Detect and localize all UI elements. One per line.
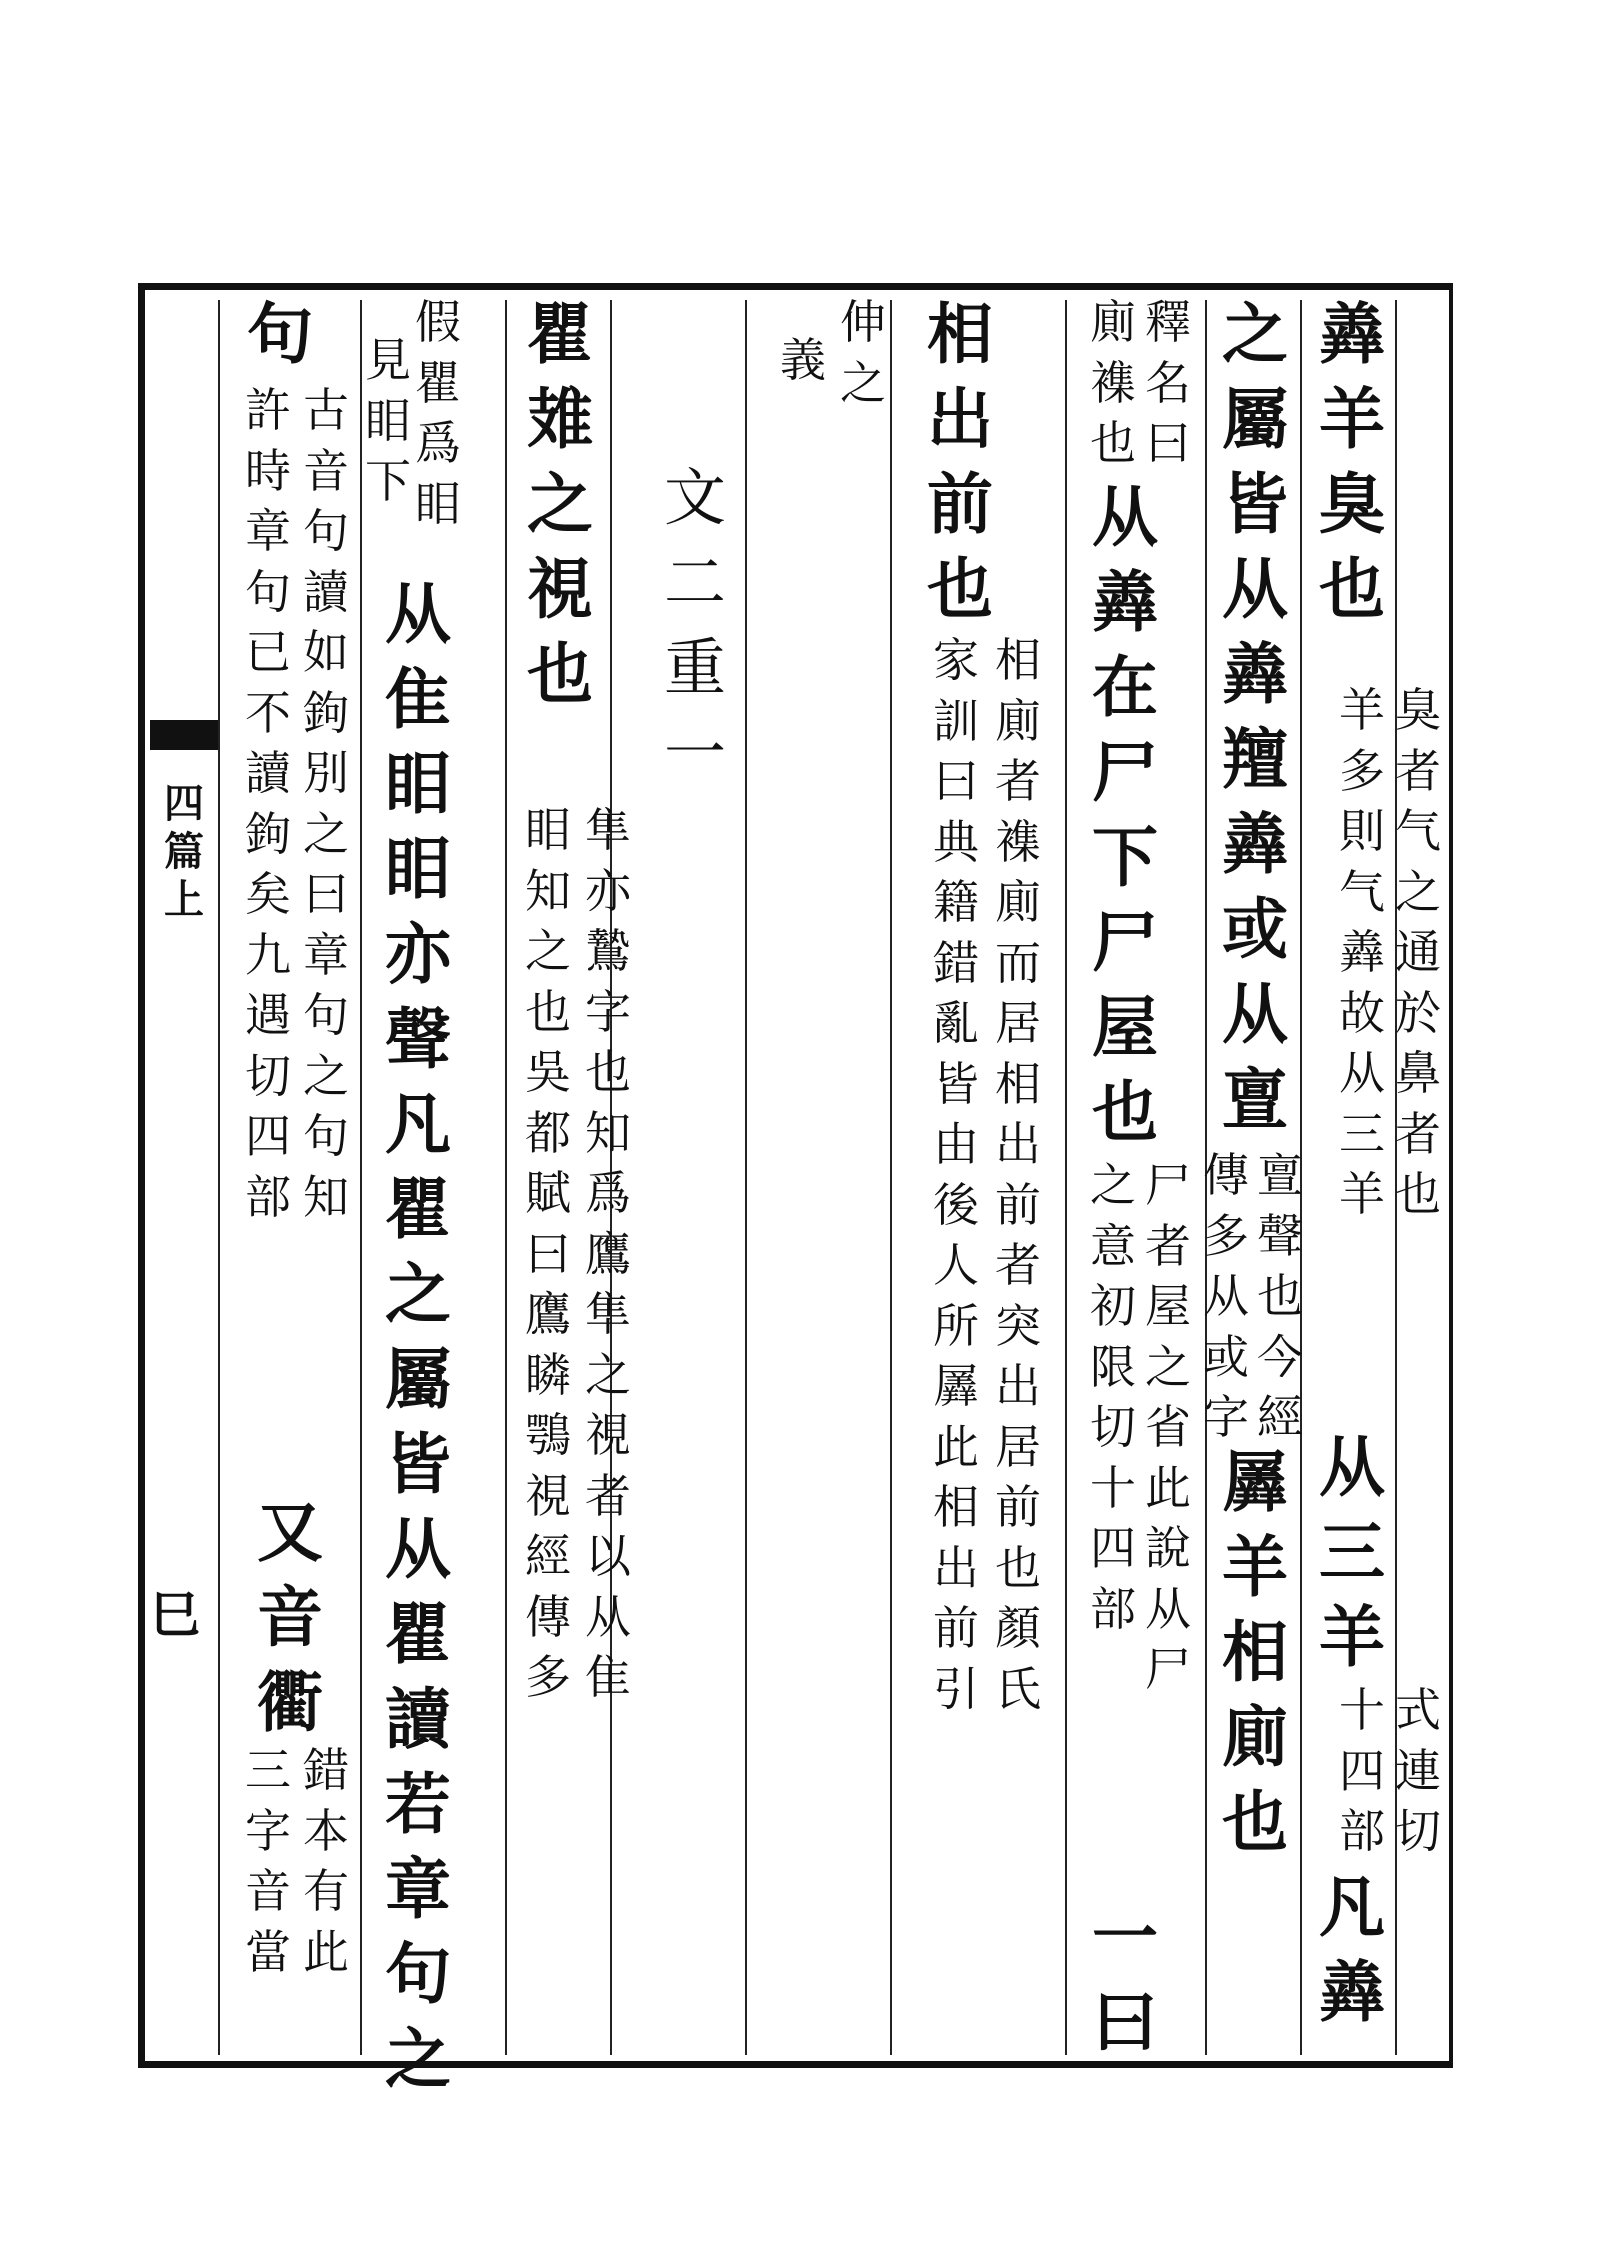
glyph: 曰 (933, 754, 979, 808)
glyph: 前 (995, 1480, 1041, 1534)
glyph: 之 (385, 2020, 451, 2098)
glyph: 瞿 (385, 1595, 451, 1673)
glyph: 章 (385, 1850, 451, 1928)
column-rule (218, 300, 220, 2055)
glyph: 已 (245, 625, 291, 679)
glyph: 由 (933, 1117, 979, 1171)
margin-label (158, 780, 210, 924)
glyph: 从 (1145, 1581, 1191, 1636)
glyph: 气 (1395, 804, 1441, 858)
glyph: 十 (1339, 1683, 1385, 1737)
glyph: 古 (303, 383, 349, 437)
text-column (1085, 1155, 1141, 1639)
text-column (1215, 1440, 1295, 1865)
glyph: 凡 (385, 1085, 451, 1163)
glyph: 也 (1090, 416, 1136, 470)
glyph: 从 (1339, 1046, 1385, 1100)
text-column (990, 630, 1046, 1719)
glyph: 尸 (1145, 1642, 1191, 1696)
glyph: 式 (1395, 1683, 1441, 1737)
glyph: 四 (164, 780, 204, 827)
glyph: 隼 (585, 803, 631, 857)
glyph: 此 (1145, 1460, 1191, 1515)
text-column (920, 292, 1000, 632)
glyph: 也 (1395, 1167, 1441, 1221)
glyph: 䀠 (385, 745, 451, 823)
glyph: 有 (303, 1864, 349, 1918)
glyph: 突 (995, 1298, 1041, 1353)
glyph: 一 (663, 716, 726, 789)
glyph: 曰 (1145, 416, 1191, 470)
column-rule (745, 300, 747, 2055)
glyph: 三 (245, 1743, 291, 1797)
glyph: 羊 (1319, 1598, 1385, 1676)
glyph: 廁 (1090, 295, 1136, 349)
glyph: 之 (525, 924, 571, 978)
glyph: 故 (1339, 985, 1385, 1040)
glyph: 羶 (1222, 720, 1288, 798)
glyph: 多 (1339, 743, 1385, 798)
glyph: 鷹 (525, 1287, 571, 1341)
glyph: 尸 (1092, 903, 1158, 981)
glyph: 鉤 (303, 685, 349, 740)
glyph: 也 (1222, 1783, 1288, 1861)
glyph: 限 (1090, 1339, 1136, 1394)
glyph: 之 (385, 1255, 451, 1333)
glyph: 家 (933, 633, 979, 687)
margin-block (150, 720, 218, 750)
text-column (1390, 1680, 1446, 1862)
glyph: 上 (164, 876, 204, 923)
glyph: 鷹 (585, 1226, 631, 1281)
glyph: 部 (1090, 1581, 1136, 1636)
glyph: 當 (245, 1924, 291, 1979)
glyph: 鷙 (585, 924, 631, 978)
glyph: 句 (303, 1109, 349, 1163)
text-column (1312, 1865, 1392, 2035)
text-column (240, 292, 320, 377)
glyph: 見 (365, 333, 411, 387)
glyph: 也 (527, 635, 593, 713)
text-column (520, 800, 576, 1708)
glyph: 䀠 (415, 476, 461, 531)
glyph: 者 (995, 754, 1041, 808)
text-column (1085, 475, 1165, 1155)
glyph: 字 (245, 1803, 291, 1858)
glyph: 亦 (385, 915, 451, 993)
glyph: 鼻 (1395, 1046, 1441, 1100)
glyph: 錯 (933, 935, 979, 990)
glyph: 臭 (1319, 465, 1385, 543)
glyph: 者 (995, 1238, 1041, 1292)
glyph: 襍 (1090, 355, 1136, 410)
glyph: 知 (303, 1169, 349, 1224)
glyph: 屬 (1222, 380, 1288, 458)
glyph: 傳 (1203, 1148, 1249, 1202)
glyph: 屋 (1145, 1279, 1191, 1333)
text-column (240, 380, 296, 1227)
text-column (410, 292, 466, 534)
glyph: 知 (585, 1105, 631, 1160)
glyph: 䀠 (385, 830, 451, 908)
glyph: 羊 (1339, 1167, 1385, 1221)
glyph: 句 (385, 1935, 451, 2013)
glyph: 出 (995, 1117, 1041, 1171)
glyph: 曰 (1092, 1983, 1158, 2061)
glyph: 前 (995, 1177, 1041, 1232)
glyph: 若 (385, 1765, 451, 1843)
glyph: 讀 (245, 746, 291, 800)
glyph: 出 (933, 1540, 979, 1595)
glyph: 亶 (1257, 1148, 1303, 1202)
glyph: 所 (933, 1298, 979, 1353)
glyph: 也 (1257, 1269, 1303, 1323)
glyph: 矣 (245, 867, 291, 921)
glyph: 顏 (995, 1601, 1041, 1655)
glyph: 又 (257, 1493, 323, 1571)
glyph: 氏 (995, 1661, 1041, 1716)
glyph: 从 (1222, 975, 1288, 1053)
glyph: 知 (525, 863, 571, 918)
glyph: 爲 (585, 1166, 631, 1220)
glyph: 之 (1145, 1339, 1191, 1394)
glyph: 相 (995, 1056, 1041, 1111)
glyph: 皆 (1222, 465, 1288, 543)
glyph: 凡 (1319, 1868, 1385, 1946)
glyph: 之 (1222, 295, 1288, 373)
glyph: 之 (1395, 864, 1441, 919)
glyph: 義 (780, 333, 826, 387)
glyph: 名 (1145, 355, 1191, 410)
glyph: 重 (663, 631, 726, 704)
glyph: 下 (365, 454, 411, 508)
text-column (360, 330, 416, 512)
text-column (1140, 1155, 1196, 1700)
glyph: 十 (1090, 1460, 1136, 1515)
glyph: 音 (257, 1578, 323, 1656)
glyph: 伸 (840, 295, 886, 349)
glyph: 引 (933, 1661, 979, 1716)
glyph: 者 (1145, 1218, 1191, 1273)
glyph: 人 (933, 1238, 979, 1292)
glyph: 訓 (933, 693, 979, 748)
glyph: 聲 (385, 1000, 451, 1078)
glyph: 衢 (257, 1663, 323, 1741)
glyph: 經 (1257, 1390, 1303, 1444)
text-column (1334, 680, 1390, 1225)
glyph: 而 (995, 935, 1041, 990)
glyph: 屋 (1092, 988, 1158, 1066)
glyph: 切 (1395, 1804, 1441, 1858)
text-column (1198, 1145, 1254, 1448)
glyph: 部 (245, 1169, 291, 1224)
glyph: 出 (995, 1359, 1041, 1413)
glyph: 羼 (1222, 1443, 1288, 1521)
glyph: 讀 (303, 564, 349, 619)
glyph: 傳 (525, 1589, 571, 1644)
glyph: 之 (1090, 1158, 1136, 1212)
glyph: 後 (933, 1177, 979, 1232)
glyph: 切 (245, 1048, 291, 1103)
glyph: 聲 (1257, 1208, 1303, 1263)
glyph: 切 (1090, 1400, 1136, 1454)
glyph: 句 (303, 504, 349, 558)
glyph: 之 (585, 1347, 631, 1402)
glyph: 爲 (415, 416, 461, 470)
text-column (378, 572, 458, 2102)
glyph: 或 (1222, 890, 1288, 968)
glyph: 羴 (1092, 563, 1158, 641)
glyph: 廁 (1222, 1698, 1288, 1776)
glyph: 居 (995, 1419, 1041, 1474)
glyph: 多 (525, 1650, 571, 1704)
glyph: 皆 (933, 1056, 979, 1111)
glyph: 襍 (995, 814, 1041, 869)
glyph: 吳 (525, 1045, 571, 1099)
glyph: 从 (385, 1510, 451, 1588)
glyph: 字 (585, 984, 631, 1039)
glyph: 四 (1339, 1743, 1385, 1798)
glyph: 四 (1090, 1521, 1136, 1575)
glyph: 羴 (1339, 925, 1385, 979)
glyph: 視 (585, 1408, 631, 1462)
glyph: 都 (525, 1105, 571, 1160)
text-column (298, 380, 354, 1227)
glyph: 於 (1395, 985, 1441, 1040)
column-rule (505, 300, 507, 2055)
glyph: 廁 (995, 875, 1041, 929)
glyph: 此 (303, 1924, 349, 1979)
glyph: 相 (933, 1480, 979, 1534)
glyph: 音 (245, 1864, 291, 1918)
glyph: 瞿 (415, 355, 461, 410)
glyph: 亶 (1222, 1060, 1288, 1138)
glyph: 尸 (1145, 1158, 1191, 1212)
glyph: 籍 (933, 875, 979, 929)
text-column (835, 292, 891, 413)
margin-mark: 巳 (150, 1585, 200, 1644)
glyph: 經 (525, 1529, 571, 1583)
glyph: 視 (525, 1468, 571, 1523)
glyph: 連 (1395, 1743, 1441, 1798)
glyph: 从 (1092, 478, 1158, 556)
glyph: 亂 (933, 996, 979, 1050)
glyph: 羴 (1222, 805, 1288, 883)
text-column (298, 1740, 354, 1982)
text-column (520, 292, 600, 717)
glyph: 遇 (245, 988, 291, 1042)
glyph: 文 (663, 461, 726, 534)
glyph: 瞿 (385, 1170, 451, 1248)
glyph: 相 (927, 295, 993, 373)
glyph: 臭 (1395, 683, 1441, 737)
glyph: 羴 (1319, 1953, 1385, 2031)
glyph: 羼 (933, 1359, 979, 1413)
column-rule (360, 300, 362, 2055)
text-column (1215, 292, 1295, 1142)
text-column (580, 800, 636, 1708)
glyph: 廁 (995, 693, 1041, 748)
glyph: 也 (585, 1045, 631, 1099)
glyph: 也 (1319, 550, 1385, 628)
glyph: 典 (933, 814, 979, 869)
glyph: 如 (303, 625, 349, 679)
glyph: 气 (1339, 864, 1385, 919)
glyph: 四 (245, 1109, 291, 1163)
glyph: 隹 (585, 1650, 631, 1704)
glyph: 之 (840, 355, 886, 410)
text-column (240, 1740, 296, 1982)
glyph: 下 (1092, 818, 1158, 896)
glyph: 瞿 (527, 295, 593, 373)
glyph: 句 (245, 564, 291, 619)
glyph: 省 (1145, 1400, 1191, 1454)
glyph: 釋 (1145, 295, 1191, 349)
text-column (1085, 292, 1141, 474)
column-rule (890, 300, 892, 2055)
glyph: 章 (245, 504, 291, 558)
glyph: 从 (385, 575, 451, 653)
glyph: 䀠 (365, 393, 411, 448)
glyph: 此 (933, 1419, 979, 1474)
glyph: 二 (663, 546, 726, 619)
glyph: 相 (1222, 1613, 1288, 1691)
text-column (655, 455, 735, 795)
glyph: 錯 (303, 1743, 349, 1797)
glyph: 䧴 (527, 380, 593, 458)
glyph: 尸 (1092, 733, 1158, 811)
glyph: 䀠 (525, 803, 571, 857)
glyph: 从 (585, 1589, 631, 1644)
glyph: 九 (245, 927, 291, 982)
glyph: 也 (927, 550, 993, 628)
glyph: 羴 (1319, 295, 1385, 373)
text-column (1390, 680, 1446, 1225)
glyph: 字 (1203, 1390, 1249, 1444)
glyph: 者 (1395, 1106, 1441, 1161)
glyph: 羴 (1222, 635, 1288, 713)
glyph: 或 (1203, 1329, 1249, 1384)
column-rule (1065, 300, 1067, 2055)
glyph: 之 (527, 465, 593, 543)
glyph: 曰 (525, 1226, 571, 1281)
glyph: 居 (995, 996, 1041, 1050)
glyph: 屬 (385, 1340, 451, 1418)
glyph: 之 (303, 806, 349, 861)
glyph: 音 (303, 443, 349, 498)
text-column (1085, 1895, 1165, 2065)
glyph: 視 (527, 550, 593, 628)
glyph: 以 (585, 1529, 631, 1583)
glyph: 假 (415, 295, 461, 349)
text-column (1312, 1425, 1392, 1680)
glyph: 曰 (303, 867, 349, 921)
glyph: 部 (1339, 1804, 1385, 1858)
text-column (1312, 292, 1392, 632)
glyph: 鉤 (245, 806, 291, 861)
glyph: 句 (303, 988, 349, 1042)
glyph: 三 (1319, 1513, 1385, 1591)
glyph: 別 (303, 746, 349, 800)
text-column (775, 330, 831, 391)
text-column (928, 630, 984, 1719)
glyph: 者 (585, 1468, 631, 1523)
glyph: 不 (245, 685, 291, 740)
glyph: 羊 (1339, 683, 1385, 737)
glyph: 賦 (525, 1166, 571, 1220)
glyph: 从 (1203, 1269, 1249, 1323)
glyph: 說 (1145, 1521, 1191, 1575)
text-column (1334, 1680, 1390, 1862)
glyph: 亦 (585, 863, 631, 918)
glyph: 隹 (385, 660, 451, 738)
glyph: 意 (1090, 1218, 1136, 1273)
text-column (1140, 292, 1196, 474)
glyph: 一 (1092, 1898, 1158, 1976)
glyph: 許 (245, 383, 291, 437)
glyph: 瞵 (525, 1347, 571, 1402)
glyph: 則 (1339, 804, 1385, 858)
glyph: 之 (303, 1048, 349, 1103)
glyph: 羊 (1222, 1528, 1288, 1606)
glyph: 也 (995, 1540, 1041, 1595)
glyph: 前 (927, 465, 993, 543)
glyph: 鶚 (525, 1408, 571, 1462)
glyph: 也 (525, 984, 571, 1039)
text-column (1252, 1145, 1308, 1448)
glyph: 相 (995, 633, 1041, 687)
glyph: 也 (1092, 1073, 1158, 1151)
glyph: 皆 (385, 1425, 451, 1503)
glyph: 三 (1339, 1106, 1385, 1161)
glyph: 章 (303, 927, 349, 982)
glyph: 从 (1319, 1428, 1385, 1506)
glyph: 篇 (164, 828, 204, 875)
glyph: 羊 (1319, 380, 1385, 458)
glyph: 初 (1090, 1279, 1136, 1333)
glyph: 多 (1203, 1208, 1249, 1263)
glyph: 今 (1257, 1329, 1303, 1384)
glyph: 讀 (385, 1680, 451, 1758)
glyph: 者 (1395, 743, 1441, 798)
glyph: 本 (303, 1803, 349, 1858)
glyph: 从 (1222, 550, 1288, 628)
glyph: 通 (1395, 925, 1441, 979)
glyph: 句 (247, 295, 313, 373)
glyph: 出 (927, 380, 993, 458)
glyph: 隼 (585, 1287, 631, 1341)
glyph: 時 (245, 443, 291, 498)
glyph: 在 (1092, 648, 1158, 726)
glyph: 前 (933, 1601, 979, 1655)
text-column (250, 1490, 330, 1745)
